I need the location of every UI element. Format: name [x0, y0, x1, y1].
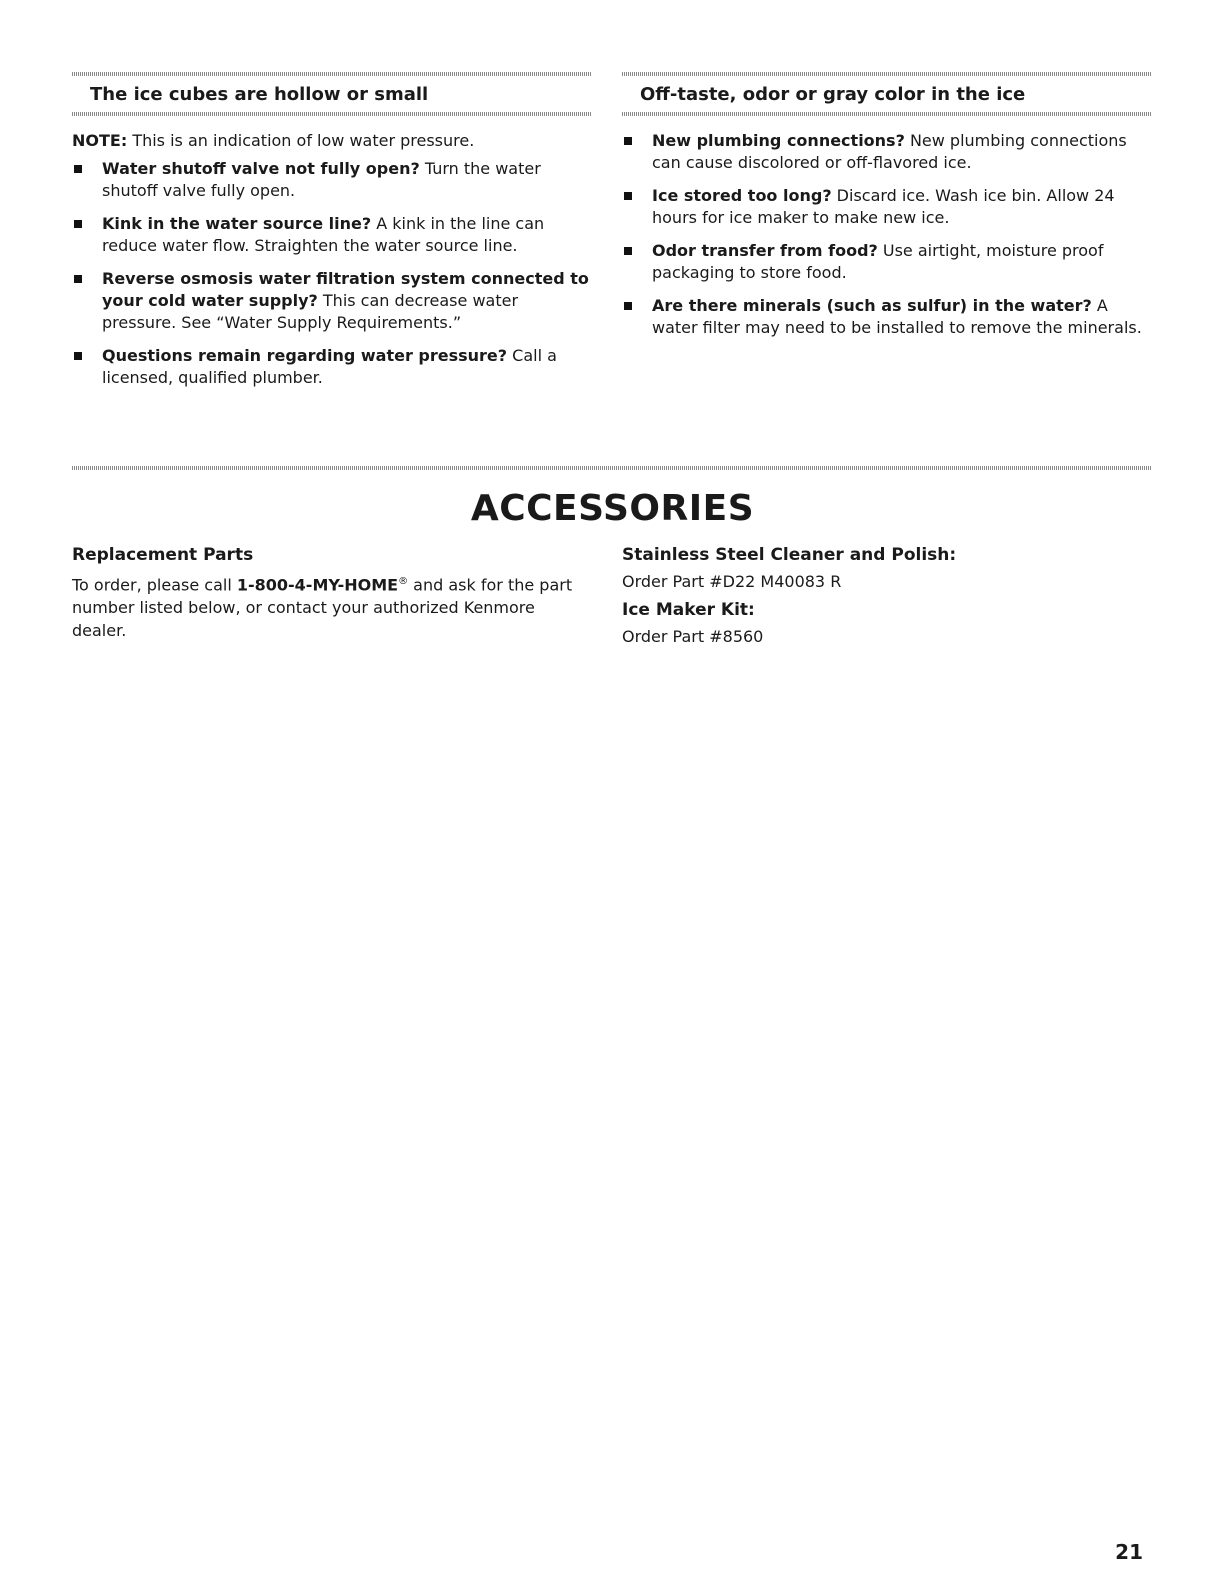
item-question: Questions remain regarding water pressure? [102, 346, 508, 365]
bullet-list [622, 130, 1152, 339]
bullet-list [72, 158, 592, 389]
page-number: 21 [1115, 1540, 1143, 1564]
section-title: Off-taste, odor or gray color in the ice [640, 84, 1026, 105]
list-item [622, 130, 1152, 174]
phone-number: 1-800-4-MY-HOME [236, 575, 399, 595]
replacement-parts-heading: Replacement Parts [72, 545, 254, 565]
item-question: Odor transfer from food? [652, 241, 878, 260]
ice-hollow-section [72, 72, 592, 400]
item-answer: This can decrease water pressure. See “Water Supply Requirements.” [102, 291, 519, 332]
off-taste-section [622, 72, 1152, 350]
list-item [72, 213, 592, 257]
ice-maker-kit-order: Order Part #8560 [622, 627, 764, 646]
accessories-divider [72, 466, 1152, 470]
item-answer: Discard ice. Wash ice bin. Allow 24 hours for ice maker to make new ice. [652, 186, 1115, 227]
stainless-cleaner-order: Order Part #D22 M40083 R [622, 572, 842, 591]
note-label: NOTE: [72, 131, 128, 150]
item-answer: A kink in the line can reduce water flow. Straighten the water source line. [102, 214, 545, 255]
item-answer: A water filter may need to be installed to remove the minerals. [652, 296, 1142, 337]
item-question: Are there minerals (such as sulfur) in the water? [652, 296, 1092, 315]
item-question: Ice stored too long? [652, 186, 832, 205]
note [72, 130, 592, 152]
replacement-parts-text [72, 570, 592, 642]
section-rule-bottom [72, 112, 592, 116]
list-item [622, 295, 1152, 339]
order-text-after: and ask for the part number listed below, or contact your authorized Kenmore dealer. [72, 575, 573, 641]
list-item [72, 345, 592, 389]
list-item [622, 185, 1152, 229]
item-question: Kink in the water source line? [102, 214, 372, 233]
order-text-before: To order, please call [72, 575, 237, 595]
item-question: Reverse osmosis water filtration system connected to your cold water supply? [102, 269, 589, 310]
item-answer: Turn the water shutoff valve fully open. [102, 159, 541, 200]
list-item [72, 268, 592, 334]
item-answer: Use airtight, moisture proof packaging to store food. [652, 241, 1104, 282]
stainless-cleaner-heading: Stainless Steel Cleaner and Polish: [622, 545, 957, 565]
accessories-title: ACCESSORIES [470, 488, 755, 529]
item-question: New plumbing connections? [652, 131, 905, 150]
list-item [622, 240, 1152, 284]
item-answer: Call a licensed, qualified plumber. [102, 346, 557, 387]
item-answer: New plumbing connections can cause discolored or off-flavored ice. [652, 131, 1127, 172]
ice-maker-kit-heading: Ice Maker Kit: [622, 600, 755, 620]
section-title: The ice cubes are hollow or small [90, 84, 429, 105]
replacement-parts [72, 544, 592, 648]
registered-mark: ® [398, 576, 409, 587]
list-item [72, 158, 592, 202]
note-text: This is an indication of low water pressure. [127, 131, 475, 150]
accessory-list [622, 544, 1152, 654]
item-question: Water shutoff valve not fully open? [102, 159, 420, 178]
